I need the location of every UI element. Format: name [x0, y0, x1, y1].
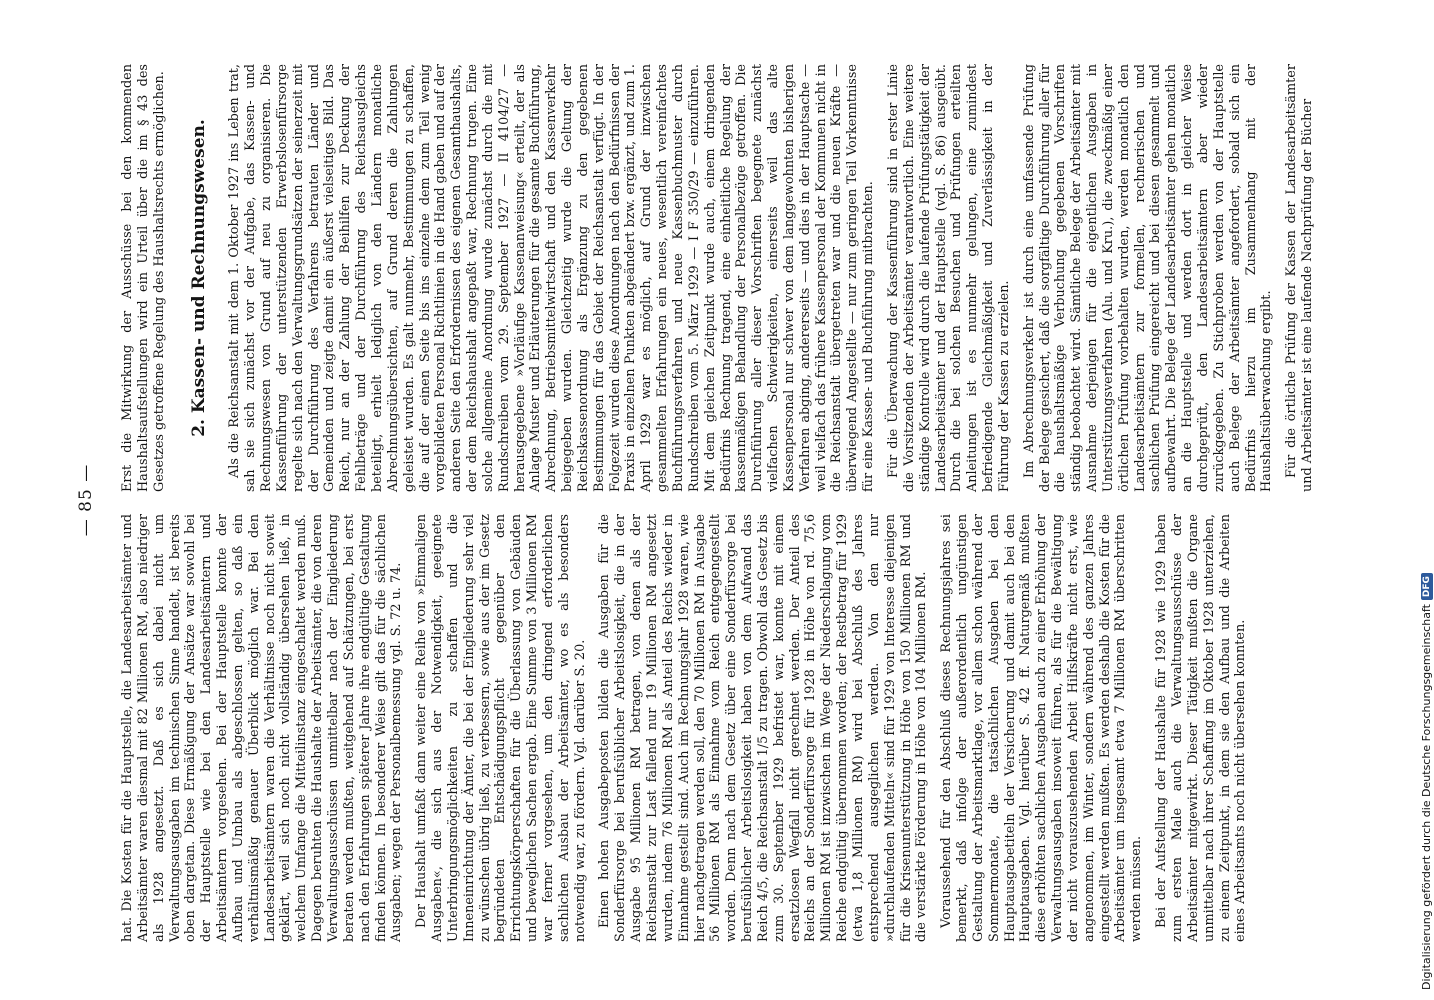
paragraph: Erst die Mitwirkung der Ausschüsse bei den kommenden Haushaltsaufstellungen wird ein Urteil über die im § 43 des Gesetzes getroffene Regelung des Haushaltsrechts ermöglichen.: [120, 64, 167, 492]
page-number: — 85 —: [76, 463, 96, 537]
paragraph: Der Haushalt umfaßt dann weiter eine Reihe von »Einmaligen Ausgaben«, die sich aus der Notwendigkeit, geeignete Unterbringungsmöglichkeiten zu schaffen und die Inneneinrichtung der Ämter, die bei der Eingliederung sehr viel zu wünschen übrig ließ, zu verbessern, sowie aus der im Gesetz begründeten Entschädigungspflicht gegenüber den Errichtungskörperschaften für die Überlassung von Gebäuden und beweglichen Sachen ergab. Eine Summe von 3 Millionen RM war ferner vorgesehen, um den dringend erforderlichen sachlichen Ausbau der Arbeitsämter, wo es als besonders notwendig war, zu fördern. Vgl. darüber S. 20.: [414, 514, 588, 942]
paragraph: Für die örtliche Prüfung der Kassen der Landesarbeitsämter und Arbeitsämter ist eine laufende Nachprüfung der Bücher: [1284, 64, 1316, 492]
left-column: [120, 514, 1249, 942]
digitization-note: [1420, 573, 1433, 990]
right-column: [120, 64, 1316, 492]
dfg-logo: DFG: [1421, 573, 1433, 600]
section-heading: 2. Kassen- und Rechnungswesen.: [188, 119, 209, 437]
rotated-page: [70, 50, 1366, 950]
paragraph: Für die Überwachung der Kassenführung sind in erster Linie die Vorsitzenden der Arbeitsämter verantwortlich. Eine weitere ständige Kontrolle wird durch die laufende Prüfungstätigkeit der Landesarbeitsämter und der Hauptstelle (vgl. S. 86) ausgeübt. Durch die bei solchen Besuchen und Prüfungen erteilten Anleitungen ist es nunmehr gelungen, eine zumindest befriedigende Gleichmäßigkeit und Zuverlässigkeit in der Führung der Kassen zu erzielen.: [885, 64, 1012, 492]
paragraph: Als die Reichsanstalt mit dem 1. Oktober 1927 ins Leben trat, sah sie sich zunächst vor der Aufgabe, das Kassen- und Rechnungswesen von Grund auf neu zu organisieren. Die Kassenführung der unterstützenden Erwerbslosenfürsorge regelte sich nach den Verwaltungsgrundsätzen der seinerzeit mit der Durchführung des Verfahrens betrauten Länder und Gemeinden und zeigte damit ein äußerst vielseitiges Bild. Das Reich, nur an der Zahlung der Beihilfen zur Deckung der Fehlbeträge und der Durchführung des Reichsausgleichs beteiligt, erhielt lediglich von den Ländern monatliche Abrechnungsübersichten, auf Grund deren die Zahlungen geleistet wurden. Es galt nunmehr, Bestimmungen zu schaffen, die auf der einen Seite bis ins einzelne dem zum Teil wenig vorgebildeten Personal Richtlinien in die Hand gaben und auf der anderen Seite den Erfordernissen des eigenen Gesamthaushalts, der dem Reichshaushalt angepaßt war, Rechnung trugen. Eine solche allgemeine Anordnung wurde zunächst durch die mit Rundschreiben vom 29. September 1927 — II 4104/27 — herausgegebene »Vorläufige Kassenanweisung« erteilt, der als Anlage Muster und Erläuterungen für die gesamte Buchführung, Abrechnung, Betriebsmittelwirtschaft und den Kassenverkehr beigegeben wurden. Gleichzeitig wurde die Geltung der Reichskassenordnung als Ergänzung zu den gegebenen Bestimmungen für das Gebiet der Reichsanstalt verfügt. In der Folgezeit wurden diese Anordnungen nach den Bedürfnissen der Praxis in einzelnen Punkten abgeändert bzw. ergänzt, und zum 1. April 1929 war es möglich, auf Grund der inzwischen gesammelten Erfahrungen ein neues, wesentlich vereinfachtes Buchführungsverfahren und neue Kassenbuchmuster durch Rundschreiben vom 5. März 1929 — I F 350/29 — einzuführen. Mit dem gleichen Zeitpunkt wurde auch, einem dringenden Bedürfnis Rechnung tragend, eine einheitliche Regelung der kassenmäßigen Behandlung der Personalbezüge getroffen. Die Durchführung aller dieser Vorschriften begegnete zunächst vielfachen Schwierigkeiten, einerseits weil das alte Kassenpersonal nur schwer von dem langgewohnten bisherigen Verfahren abging, andererseits — und dies in der Hauptsache — weil vielfach das frühere Kassenpersonal der Kommunen nicht in die Reichsanstalt übergetreten war und die neuen Kräfte — überwiegend Angestellte — nur zum geringen Teil Vorkenntnisse für eine Kassen- und Buchführung mitbrachten.: [227, 64, 877, 492]
paragraph: Voraussehend für den Abschluß dieses Rechnungsjahres sei bemerkt, daß infolge der außerordentlich ungünstigen Gestaltung der Arbeitsmarktlage, vor allem schon während der Sommermonate, die tatsächlichen Ausgaben bei den Hauptausgabetiteln der Versicherung und damit auch bei den Hauptausgaben. Vgl. hierüber S. 42 ff. Naturgemäß mußten diese erhöhten sachlichen Ausgaben auch zu einer Erhöhung der Verwaltungsausgaben insoweit führen, als für die Bewältigung der nicht vorauszusehenden Arbeit Hilfskräfte nicht erst, wie angenommen, im Winter, sondern während des ganzen Jahres eingestellt werden mußten. Es werden deshalb die Kosten für die Arbeitsämter um insgesamt etwa 7 Millionen RM überschritten werden müssen.: [939, 514, 1145, 942]
digitization-note-text: Digitalisierung gefördert durch die Deutsche Forschungsgemeinschaft: [1420, 604, 1433, 990]
paragraph: Bei der Aufstellung der Haushalte für 1928 wie 1929 haben zum ersten Male auch die Verwaltungsausschüsse der Arbeitsämter mitgewirkt. Dieser Tätigkeit mußten die Organe unmittelbar nach ihrer Schaffung im Oktober 1928 unterziehen, zu einem Zeitpunkt, in dem sie den Aufbau und die Arbeiten eines Arbeitsamts noch nicht übersehen konnten.: [1154, 514, 1249, 942]
paragraph: hat. Die Kosten für die Hauptstelle, die Landesarbeitsämter und Arbeitsämter waren diesmal mit 82 Millionen RM, also niedriger als 1928 angesetzt. Daß es sich dabei nicht um Verwaltungsausgaben im technischen Sinne handelt, ist bereits oben dargetan. Diese Ermäßigung der Ansätze war sowohl bei der Hauptstelle wie bei den Landesarbeitsämtern und Arbeitsämtern vorgesehen. Bei der Hauptstelle konnte der Aufbau und Umbau als abgeschlossen gelten, so daß ein verhältnismäßig genauer Überblick möglich war. Bei den Landesarbeitsämtern waren die Verhältnisse noch nicht soweit geklärt, weil sich noch nicht vollständig übersehen ließ, in welchem Umfange die Mitteilinstanz eingeschaltet werden muß. Dagegen beruhten die Haushalte der Arbeitsämter, die von deren Verwaltungsausschüssen unmittelbar nach der Eingliederung beraten werden mußten, weitgehend auf Schätzungen, bei erst nach den Erfahrungen späterer Jahre ihre endgültige Gestaltung finden können. In besonderer Weise gilt das für die sächlichen Ausgaben; wegen der Personalbemessung vgl. S. 72 u. 74.: [120, 514, 405, 942]
paragraph: Im Abrechnungsverkehr ist durch eine umfassende Prüfung der Belege gesichert, daß die sorgfältige Durchführung aller für die haushaltsmäßige Verbuchung gegebenen Vorschriften ständig beobachtet wird. Sämtliche Belege der Arbeitsämter mit Ausnahme derjenigen für die eigentlichen Ausgaben in Unterstützungsverfahren (Alu. und Kru.), die zweckmäßig einer örtlichen Prüfung vorbehalten wurden, werden monatlich den Landesarbeitsämtern zur formellen, rechnerischen und sachlichen Prüfung eingereicht und bei diesen gesammelt und aufbewahrt. Die Belege der Landesarbeitsämter gehen monatlich an die Hauptstelle und werden dort in gleicher Weise durchgeprüft, den Landesarbeitsämtern aber wieder zurückgegeben. Zu Stichproben werden von der Hauptstelle auch Belege der Arbeitsämter angefordert, sobald sich ein Bedürfnis hierzu im Zusammenhang mit der Haushaltsüberwachung ergibt.: [1021, 64, 1275, 492]
paragraph: Einen hohen Ausgabeposten bilden die Ausgaben für die Sonderfürsorge bei berufsüblicher Arbeitslosigkeit, die in der Ausgabe 95 Millionen RM betragen, von denen als der Reichsanstalt zur Last fallend nur 19 Millionen RM angesetzt wurden, indem 76 Millionen RM als Anteil des Reichs wieder in Einnahme gestellt sind. Auch im Rechnungsjahr 1928 waren, wie hier nachgetragen werden soll, den 70 Millionen RM in Ausgabe 56 Millionen RM als Einnahme vom Reich entgegengestellt worden. Denn nach dem Gesetz über eine Sonderfürsorge bei berufsüblicher Arbeitslosigkeit haben von dem Aufwand das Reich 4/5, die Reichsanstalt 1/5 zu tragen. Obwohl das Gesetz bis zum 30. September 1929 befristet war, konnte mit einem ersatzlosen Wegfall nicht gerechnet werden. Der Anteil des Reichs an der Sonderfürsorge für 1928 in Höhe von rd. 75,6 Millionen RM ist inzwischen im Wege der Niederschlagung vom Reiche endgültig übernommen worden; der Restbetrag für 1929 (etwa 1,8 Millionen RM) wird bei Abschluß des Jahres entsprechend ausgeglichen werden. Von den nur »durchlaufenden Mitteln« sind für 1929 von Interesse diejenigen für die Krisenunterstützung in Höhe von 150 Millionen RM und die verstärkte Förderung in Höhe von 104 Millionen RM.: [597, 514, 930, 942]
